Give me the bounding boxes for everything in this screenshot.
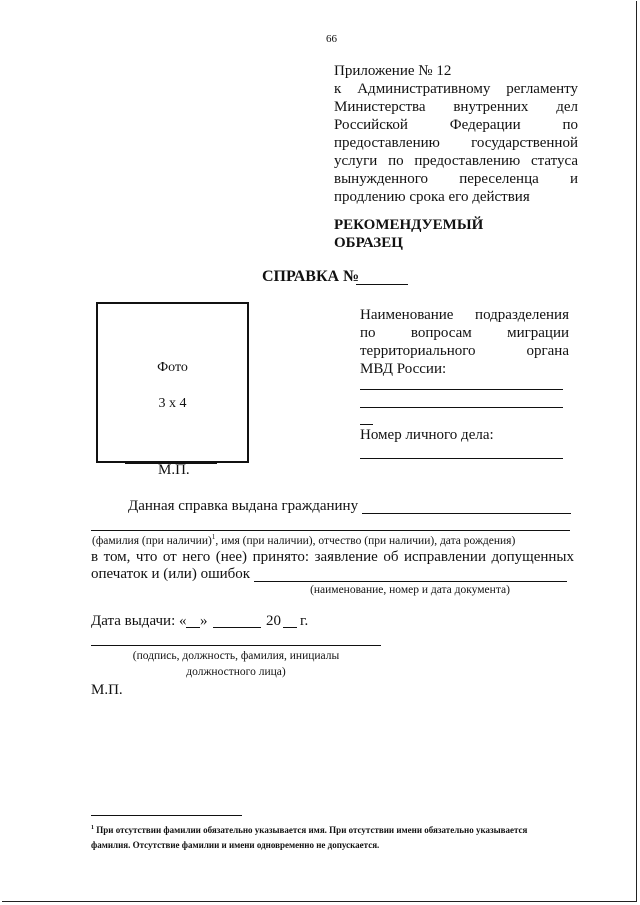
signature-field[interactable] [91,645,381,646]
certificate-number-field[interactable] [356,284,408,285]
appendix-line: Российской Федерации по [334,117,578,133]
signature-caption [91,648,381,680]
appendix-line: предоставлению государственной [334,135,578,151]
issue-year-suffix: г. [300,613,309,629]
case-number-field[interactable] [360,458,563,459]
fio-caption-rest: , имя (при наличии), отчество (при наличии), дата рождения) [215,534,516,547]
statement-line-1: в том, что от него (нее) принято: заявление об исправлении допущенных [91,549,574,565]
fio-caption-start: (фамилия (при наличии) [92,534,212,547]
unit-name-field-2[interactable] [360,407,563,408]
photo-stamp: М.П. [158,462,190,478]
issue-date-quote-close: » [200,613,208,629]
unit-line: по вопросам миграции [360,325,569,341]
unit-name-field-3[interactable] [360,424,373,425]
document-field[interactable] [254,581,567,582]
issue-date-label: Дата выдачи: « [91,613,187,629]
footnote-mark: 1 [91,825,94,831]
appendix-line: услуги по предоставлению статуса [334,153,578,169]
fio-caption [92,533,515,547]
unit-line: территориального органа [360,343,569,359]
bottom-stamp: М.П. [91,682,123,698]
footnote [91,821,571,853]
recommended-line2: ОБРАЗЕЦ [334,235,403,251]
unit-line: МВД России: [360,361,447,377]
signature-caption-line2: должностного лица) [186,666,286,678]
photo-label: Фото [157,360,188,375]
signature-caption-line1: (подпись, должность, фамилия, инициалы [132,650,340,662]
migration-unit-block [360,306,569,378]
issue-month-field[interactable] [213,627,261,628]
footnote-line1: При отсутствии фамилии обязательно указывается имя. При отсутствии имени обязательно указывается [96,825,528,835]
footnote-separator [91,815,242,816]
footnote-ref: 1 [211,533,216,541]
appendix-line: вынужденного переселенца и [334,171,578,187]
citizen-name-field[interactable] [362,513,571,514]
page-number: 66 [326,33,337,45]
recommended-line1: РЕКОМЕНДУЕМЫЙ [334,217,484,233]
citizen-details-field[interactable] [91,530,570,531]
appendix-line: Министерства внутренних дел [334,99,578,115]
appendix-line: продлению срока его действия [334,189,530,205]
issue-year-prefix: 20 [266,613,281,629]
footnote-line2: фамилия. Отсутствие фамилии и имени одновременно не допускается. [91,840,380,850]
issue-day-field[interactable] [186,627,200,628]
appendix-line: к Административному регламенту [334,81,578,97]
unit-line: Наименование подразделения [360,307,569,323]
appendix-block [334,62,578,206]
issue-year-field[interactable] [283,627,297,628]
appendix-number: Приложение № 12 [334,63,452,79]
unit-name-field-1[interactable] [360,389,563,390]
issued-to-label: Данная справка выдана гражданину [128,498,359,514]
document-caption: (наименование, номер и дата документа) [310,584,510,596]
document-title: СПРАВКА № [262,268,360,285]
recommended-sample-heading [334,216,483,252]
photo-box [96,302,249,463]
case-number-label: Номер личного дела: [360,427,494,443]
photo-size: 3 х 4 [158,396,187,411]
statement-line-2: опечаток и (или) ошибок [91,566,251,582]
